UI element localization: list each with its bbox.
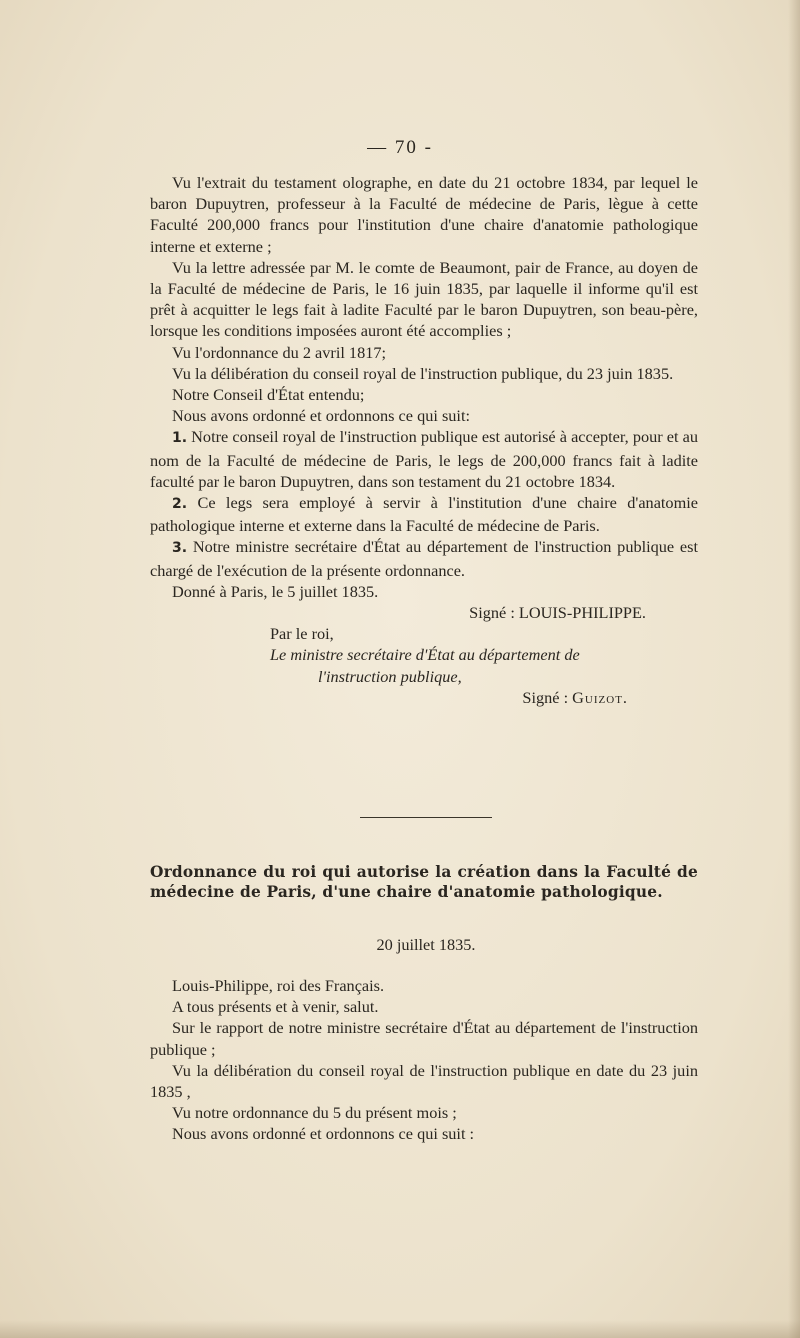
ordinance-heading: Ordonnance du roi qui autorise la création dans la Faculté de médecine de Paris, d'une chaire d'anatomie pathologique. xyxy=(150,863,698,901)
article-text: Notre conseil royal de l'instruction publique est autorisé à accepter, pour et au nom de la Faculté de médecine de Paris, le legs de 200,000 francs fait à ladite faculté par le baron Dupuytren, dans son testament du 21 octobre 1834. xyxy=(150,427,698,491)
paragraph-salut: A tous présents et à venir, salut. xyxy=(172,997,379,1017)
paragraph-ordonnons: Nous avons ordonné et ordonnons ce qui suit: xyxy=(172,406,470,426)
king-signature: Signé : LOUIS-PHILIPPE. xyxy=(469,603,646,623)
page-spine-shadow xyxy=(788,0,800,1338)
paragraph-letter: Vu la lettre adressée par M. le comte de Beaumont, pair de France, au doyen de la Faculté de médecine de Paris, le 16 juin 1835, par laquelle il informe qu'il est prêt à acquitter le legs fait à ladite Faculté par le baron Dupuytren, son beau-père, lorsque les conditions imposées auront été accomplies ; xyxy=(150,257,698,341)
given-date-line: Donné à Paris, le 5 juillet 1835. xyxy=(172,581,379,601)
ordinance-date: 20 juillet 1835. xyxy=(376,935,476,954)
ordinance-body-2 xyxy=(150,975,698,1145)
signature-prefix: Signé : xyxy=(522,687,573,707)
minister-title-line-2: l'instruction publique, xyxy=(318,666,462,686)
article-3 xyxy=(150,536,698,580)
paragraph-deliberation: Vu la délibération du conseil royal de l'instruction publique, du 23 juin 1835. xyxy=(172,363,674,383)
minister-signature xyxy=(150,687,698,708)
paragraph-ordonnance-1817: Vu l'ordonnance du 2 avril 1817; xyxy=(172,342,387,362)
paragraph-deliberation-2: Vu la délibération du conseil royal de l'instruction publique en date du 23 juin 1835 , xyxy=(150,1060,698,1102)
paragraph-conseil-etat: Notre Conseil d'État entendu; xyxy=(172,385,365,405)
paragraph-ordonnons-2: Nous avons ordonné et ordonnons ce qui suit : xyxy=(172,1124,475,1144)
paragraph-king-title: Louis-Philippe, roi des Français. xyxy=(172,976,385,995)
article-number: 1. xyxy=(172,430,188,447)
paragraph-rapport: Sur le rapport de notre ministre secrétaire d'État au département de l'instruction publique ; xyxy=(150,1018,698,1059)
paragraph-ordonnance-5: Vu notre ordonnance du 5 du présent mois ; xyxy=(172,1103,457,1123)
article-text: Notre ministre secrétaire d'État au département de l'instruction publique est chargé de l'exécution de la présente ordonnance. xyxy=(150,537,698,580)
section-divider xyxy=(360,817,492,818)
article-number: 3. xyxy=(172,540,188,557)
page-bottom-edge xyxy=(0,1320,800,1338)
minister-title-line-1: Le ministre secrétaire d'État au département de xyxy=(270,645,580,665)
ordinance-body-1 xyxy=(150,172,698,708)
par-le-roi: Par le roi, xyxy=(270,624,334,644)
minister-name: Guizot. xyxy=(572,687,628,707)
paragraph-testament: Vu l'extrait du testament olographe, en date du 21 octobre 1834, par lequel le baron Dupuytren, professeur à la Faculté de médecine de Paris, lègue à cette Faculté 200,000 francs pour l'institution d'une chaire d'anatomie pathologique interne et externe ; xyxy=(150,173,698,256)
page-number: — 70 - xyxy=(367,137,433,158)
article-1 xyxy=(150,426,698,492)
article-number: 2. xyxy=(172,496,188,513)
article-2 xyxy=(150,492,698,536)
article-text: Ce legs sera employé à servir à l'institution d'une chaire d'anatomie pathologique interne et externe dans la Faculté de médecine de Paris. xyxy=(150,493,698,536)
